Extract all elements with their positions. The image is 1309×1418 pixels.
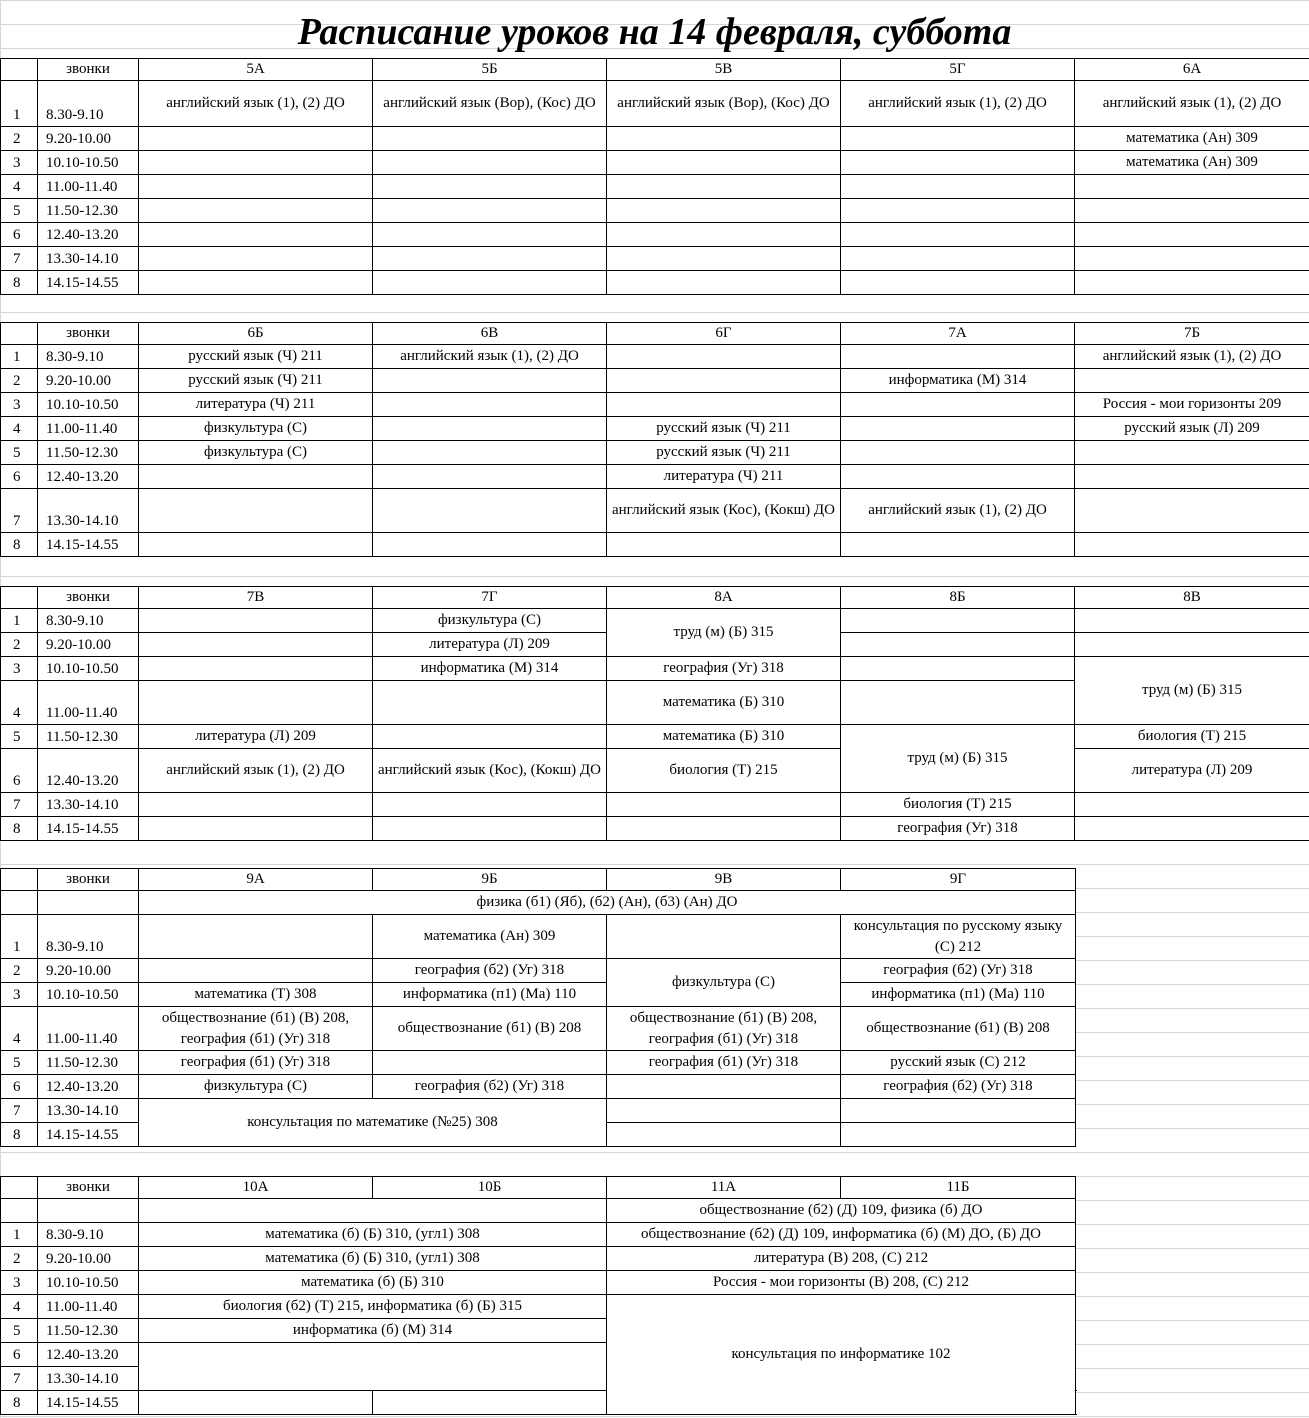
schedule-cell[interactable] (139, 247, 373, 271)
page-title: Расписание уроков на 14 февраля, суббота (297, 11, 1012, 53)
lesson-number[interactable]: 7 (1, 793, 38, 817)
header-class[interactable]: 9В (607, 869, 841, 891)
header-bells[interactable]: звонки (38, 1177, 139, 1199)
schedule-cell[interactable]: информатика (М) 314 (841, 369, 1075, 393)
schedule-cell[interactable] (139, 681, 373, 725)
bell-time[interactable]: 11.00-11.40 (38, 417, 139, 441)
bell-time[interactable]: 14.15-14.55 (38, 817, 139, 841)
schedule-cell[interactable] (139, 127, 373, 151)
schedule-cell[interactable] (607, 223, 841, 247)
schedule-cell[interactable]: английский язык (1), (2) ДО (139, 81, 373, 127)
schedule-cell[interactable] (841, 393, 1075, 417)
schedule-cell[interactable] (1075, 533, 1309, 557)
schedule-cell-merged[interactable]: обществознание (б2) (Д) 109, информатика (б) (М) ДО, (Б) ДО (607, 1223, 1076, 1247)
schedule-cell[interactable] (139, 657, 373, 681)
schedule-cell[interactable] (139, 817, 373, 841)
schedule-cell[interactable]: география (б1) (Уг) 318 (607, 1051, 841, 1075)
cell[interactable] (38, 1199, 139, 1223)
bell-time[interactable]: 11.00-11.40 (38, 1007, 139, 1051)
schedule-cell[interactable] (607, 1099, 841, 1123)
schedule-cell[interactable] (607, 175, 841, 199)
schedule-cell[interactable] (373, 175, 607, 199)
schedule-cell[interactable] (607, 393, 841, 417)
cell[interactable] (1, 869, 38, 891)
schedule-cell[interactable]: информатика (п1) (Ма) 110 (373, 983, 607, 1007)
lesson-number[interactable]: 3 (1, 393, 38, 417)
cell[interactable] (38, 891, 139, 915)
header-class[interactable]: 8А (607, 587, 841, 609)
header-class[interactable]: 5Г (841, 59, 1075, 81)
cell[interactable] (1, 1177, 38, 1199)
schedule-cell[interactable]: русский язык (Ч) 211 (607, 441, 841, 465)
cell[interactable] (1, 891, 38, 915)
bell-time[interactable]: 9.20-10.00 (38, 959, 139, 983)
bell-time[interactable]: 13.30-14.10 (38, 1099, 139, 1123)
schedule-cell[interactable] (139, 151, 373, 175)
schedule-cell[interactable] (139, 633, 373, 657)
schedule-cell[interactable] (841, 633, 1075, 657)
schedule-cell[interactable] (1075, 175, 1309, 199)
schedule-cell[interactable] (1075, 465, 1309, 489)
schedule-cell[interactable] (1075, 199, 1309, 223)
schedule-cell[interactable]: русский язык (Ч) 211 (139, 345, 373, 369)
cell[interactable] (1, 587, 38, 609)
schedule-cell[interactable]: география (б2) (Уг) 318 (373, 1075, 607, 1099)
schedule-cell[interactable]: математика (Ан) 309 (373, 915, 607, 959)
schedule-cell[interactable]: английский язык (Кос), (Кокш) ДО (373, 749, 607, 793)
schedule-cell[interactable] (1075, 369, 1309, 393)
schedule-cell[interactable]: английский язык (Вор), (Кос) ДО (607, 81, 841, 127)
header-class[interactable]: 5Б (373, 59, 607, 81)
schedule-cell[interactable] (607, 817, 841, 841)
lesson-number[interactable]: 3 (1, 1271, 38, 1295)
schedule-cell[interactable] (841, 657, 1075, 681)
lesson-number[interactable]: 3 (1, 983, 38, 1007)
schedule-cell[interactable]: география (Уг) 318 (607, 657, 841, 681)
bell-time[interactable]: 11.50-12.30 (38, 199, 139, 223)
schedule-cell[interactable] (373, 393, 607, 417)
bell-time[interactable]: 8.30-9.10 (38, 345, 139, 369)
schedule-cell[interactable]: английский язык (1), (2) ДО (139, 749, 373, 793)
header-class[interactable]: 5А (139, 59, 373, 81)
bell-time[interactable]: 8.30-9.10 (38, 1223, 139, 1247)
header-class[interactable]: 6Г (607, 323, 841, 345)
bell-time[interactable]: 11.50-12.30 (38, 1051, 139, 1075)
bell-time[interactable]: 9.20-10.00 (38, 369, 139, 393)
schedule-cell[interactable]: физкультура (С) (139, 1075, 373, 1099)
schedule-cell-merged[interactable] (139, 1343, 607, 1391)
schedule-cell[interactable] (841, 175, 1075, 199)
bell-time[interactable]: 12.40-13.20 (38, 1075, 139, 1099)
schedule-cell[interactable]: труд (м) (Б) 315 (841, 725, 1075, 793)
lesson-number[interactable]: 2 (1, 959, 38, 983)
bell-time[interactable]: 11.50-12.30 (38, 441, 139, 465)
schedule-cell[interactable] (1075, 633, 1309, 657)
lesson-number[interactable]: 2 (1, 1247, 38, 1271)
lesson-number[interactable]: 3 (1, 657, 38, 681)
lesson-number[interactable]: 3 (1, 151, 38, 175)
schedule-cell[interactable] (373, 417, 607, 441)
header-class[interactable]: 7В (139, 587, 373, 609)
schedule-cell[interactable]: математика (Б) 310 (607, 725, 841, 749)
header-class[interactable]: 7А (841, 323, 1075, 345)
schedule-table-7v-8v (0, 586, 1309, 841)
header-bells[interactable]: звонки (38, 869, 139, 891)
schedule-cell[interactable] (373, 681, 607, 725)
schedule-cell[interactable] (139, 271, 373, 295)
bell-time[interactable]: 10.10-10.50 (38, 657, 139, 681)
schedule-cell[interactable] (139, 793, 373, 817)
schedule-cell[interactable] (1075, 489, 1309, 533)
lesson-number[interactable]: 4 (1, 681, 38, 725)
header-class[interactable]: 8Б (841, 587, 1075, 609)
schedule-cell[interactable] (1075, 609, 1309, 633)
schedule-cell[interactable] (841, 681, 1075, 725)
bell-time[interactable]: 13.30-14.10 (38, 1367, 139, 1391)
bell-time[interactable]: 11.50-12.30 (38, 1319, 139, 1343)
schedule-cell[interactable] (841, 271, 1075, 295)
schedule-cell[interactable]: обществознание (б1) (В) 208, география (б1) (Уг) 318 (607, 1007, 841, 1051)
bell-time[interactable]: 14.15-14.55 (38, 533, 139, 557)
lesson-number[interactable]: 8 (1, 271, 38, 295)
header-class[interactable]: 9А (139, 869, 373, 891)
header-class[interactable]: 6А (1075, 59, 1309, 81)
schedule-cell[interactable] (373, 151, 607, 175)
bell-time[interactable]: 14.15-14.55 (38, 1391, 139, 1415)
lesson-number[interactable]: 5 (1, 441, 38, 465)
schedule-cell-merged[interactable]: физика (б1) (Яб), (б2) (Ан), (б3) (Ан) ДО (139, 891, 1076, 915)
schedule-cell[interactable]: русский язык (Ч) 211 (139, 369, 373, 393)
header-class[interactable]: 7Б (1075, 323, 1309, 345)
header-class[interactable]: 11А (607, 1177, 841, 1199)
schedule-cell[interactable]: биология (Т) 215 (607, 749, 841, 793)
bell-time[interactable]: 12.40-13.20 (38, 465, 139, 489)
schedule-cell[interactable] (607, 151, 841, 175)
schedule-cell[interactable] (841, 533, 1075, 557)
schedule-cell-merged[interactable]: консультация по информатике 102 (607, 1295, 1076, 1415)
schedule-cell[interactable] (1075, 817, 1309, 841)
schedule-cell[interactable]: русский язык (Л) 209 (1075, 417, 1309, 441)
schedule-cell[interactable]: биология (Т) 215 (1075, 725, 1309, 749)
schedule-cell[interactable]: обществознание (б1) (В) 208, география (б1) (Уг) 318 (139, 1007, 373, 1051)
bell-time[interactable]: 13.30-14.10 (38, 247, 139, 271)
bell-time[interactable]: 12.40-13.20 (38, 223, 139, 247)
schedule-cell[interactable]: физкультура (С) (139, 441, 373, 465)
schedule-cell[interactable]: литература (Л) 209 (1075, 749, 1309, 793)
bell-time[interactable]: 8.30-9.10 (38, 81, 139, 127)
schedule-cell[interactable] (607, 793, 841, 817)
schedule-cell[interactable]: биология (Т) 215 (841, 793, 1075, 817)
header-class[interactable]: 7Г (373, 587, 607, 609)
schedule-cell[interactable]: информатика (п1) (Ма) 110 (841, 983, 1076, 1007)
bell-time[interactable]: 11.00-11.40 (38, 681, 139, 725)
schedule-cell[interactable] (607, 247, 841, 271)
schedule-cell-merged[interactable]: информатика (б) (М) 314 (139, 1319, 607, 1343)
lesson-number[interactable]: 1 (1, 1223, 38, 1247)
schedule-cell[interactable] (373, 465, 607, 489)
schedule-cell[interactable] (373, 127, 607, 151)
schedule-cell[interactable]: обществознание (б1) (В) 208 (841, 1007, 1076, 1051)
header-class[interactable]: 10А (139, 1177, 373, 1199)
bell-time[interactable]: 13.30-14.10 (38, 793, 139, 817)
lesson-number[interactable]: 1 (1, 609, 38, 633)
schedule-cell[interactable] (841, 1123, 1076, 1147)
lesson-number[interactable]: 8 (1, 533, 38, 557)
schedule-cell[interactable] (1075, 793, 1309, 817)
schedule-cell[interactable] (139, 1391, 373, 1415)
lesson-number[interactable]: 1 (1, 345, 38, 369)
schedule-cell[interactable]: математика (Б) 310 (607, 681, 841, 725)
cell[interactable] (1, 323, 38, 345)
schedule-cell[interactable] (373, 223, 607, 247)
lesson-number[interactable]: 5 (1, 725, 38, 749)
schedule-cell[interactable]: физкультура (С) (373, 609, 607, 633)
lesson-number[interactable]: 4 (1, 1295, 38, 1319)
schedule-cell-merged[interactable]: математика (б) (Б) 310, (угл1) 308 (139, 1247, 607, 1271)
lesson-number[interactable]: 6 (1, 1343, 38, 1367)
lesson-number[interactable]: 6 (1, 223, 38, 247)
lesson-number[interactable]: 2 (1, 127, 38, 151)
schedule-cell[interactable] (1075, 223, 1309, 247)
schedule-cell[interactable]: география (б2) (Уг) 318 (373, 959, 607, 983)
schedule-cell[interactable]: математика (Ан) 309 (1075, 127, 1309, 151)
schedule-cell[interactable]: литература (Ч) 211 (607, 465, 841, 489)
bell-time[interactable]: 11.50-12.30 (38, 725, 139, 749)
schedule-cell[interactable] (373, 369, 607, 393)
schedule-cell[interactable] (373, 199, 607, 223)
schedule-cell-merged[interactable]: математика (б) (Б) 310 (139, 1271, 607, 1295)
header-class[interactable]: 10Б (373, 1177, 607, 1199)
schedule-cell-merged[interactable]: обществознание (б2) (Д) 109, физика (б) ДО (607, 1199, 1076, 1223)
cell[interactable] (1, 1199, 38, 1223)
schedule-cell[interactable]: литература (Ч) 211 (139, 393, 373, 417)
schedule-cell[interactable] (1075, 271, 1309, 295)
schedule-cell-merged[interactable]: литература (В) 208, (С) 212 (607, 1247, 1076, 1271)
lesson-number[interactable]: 8 (1, 1391, 38, 1415)
schedule-cell[interactable] (139, 915, 373, 959)
schedule-cell[interactable] (841, 199, 1075, 223)
header-bells[interactable]: звонки (38, 587, 139, 609)
bell-time[interactable]: 11.00-11.40 (38, 175, 139, 199)
bell-time[interactable]: 10.10-10.50 (38, 393, 139, 417)
schedule-cell[interactable] (841, 151, 1075, 175)
lesson-number[interactable]: 5 (1, 1051, 38, 1075)
schedule-cell[interactable] (607, 199, 841, 223)
schedule-cell-merged[interactable]: консультация по математике (№25) 308 (139, 1099, 607, 1147)
schedule-cell[interactable] (139, 533, 373, 557)
lesson-number[interactable]: 5 (1, 1319, 38, 1343)
schedule-cell[interactable] (841, 609, 1075, 633)
schedule-cell[interactable] (607, 127, 841, 151)
schedule-cell[interactable]: информатика (М) 314 (373, 657, 607, 681)
lesson-number[interactable]: 4 (1, 417, 38, 441)
schedule-cell[interactable] (841, 127, 1075, 151)
schedule-cell[interactable] (607, 915, 841, 959)
schedule-cell[interactable]: математика (Т) 308 (139, 983, 373, 1007)
schedule-cell[interactable]: география (б2) (Уг) 318 (841, 959, 1076, 983)
bell-time[interactable]: 9.20-10.00 (38, 1247, 139, 1271)
header-bells[interactable]: звонки (38, 59, 139, 81)
schedule-cell[interactable]: английский язык (1), (2) ДО (373, 345, 607, 369)
schedule-cell[interactable]: труд (м) (Б) 315 (1075, 657, 1309, 725)
header-class[interactable]: 8В (1075, 587, 1309, 609)
schedule-cell[interactable] (841, 417, 1075, 441)
header-class[interactable]: 6Б (139, 323, 373, 345)
lesson-number[interactable]: 2 (1, 633, 38, 657)
schedule-cell[interactable] (139, 199, 373, 223)
schedule-cell[interactable]: консультация по русскому языку (С) 212 (841, 915, 1076, 959)
schedule-cell[interactable] (139, 465, 373, 489)
header-class[interactable]: 5В (607, 59, 841, 81)
lesson-number[interactable]: 2 (1, 369, 38, 393)
bell-time[interactable]: 13.30-14.10 (38, 489, 139, 533)
schedule-cell[interactable]: английский язык (Кос), (Кокш) ДО (607, 489, 841, 533)
schedule-cell-merged[interactable]: Россия - мои горизонты (В) 208, (С) 212 (607, 1271, 1076, 1295)
bell-time[interactable]: 10.10-10.50 (38, 1271, 139, 1295)
schedule-table-6b-7b (0, 322, 1309, 557)
schedule-cell-merged[interactable]: математика (б) (Б) 310, (угл1) 308 (139, 1223, 607, 1247)
schedule-cell[interactable] (373, 247, 607, 271)
schedule-cell[interactable]: обществознание (б1) (В) 208 (373, 1007, 607, 1051)
cell[interactable] (1, 59, 38, 81)
header-class[interactable]: 6В (373, 323, 607, 345)
schedule-cell[interactable] (373, 1391, 607, 1415)
schedule-cell[interactable] (841, 1099, 1076, 1123)
schedule-cell[interactable] (373, 817, 607, 841)
schedule-table-10-11 (0, 1176, 1076, 1415)
schedule-cell[interactable] (607, 271, 841, 295)
bell-time[interactable]: 8.30-9.10 (38, 609, 139, 633)
schedule-cell[interactable] (373, 489, 607, 533)
bell-time[interactable]: 10.10-10.50 (38, 983, 139, 1007)
schedule-cell[interactable]: математика (Ан) 309 (1075, 151, 1309, 175)
schedule-cell[interactable] (607, 369, 841, 393)
lesson-number[interactable]: 6 (1, 749, 38, 793)
schedule-cell[interactable] (139, 959, 373, 983)
lesson-number[interactable]: 1 (1, 915, 38, 959)
lesson-number[interactable]: 7 (1, 1367, 38, 1391)
schedule-cell[interactable] (841, 345, 1075, 369)
schedule-cell[interactable] (607, 1075, 841, 1099)
header-class[interactable]: 11Б (841, 1177, 1076, 1199)
schedule-table-5a-6a (0, 58, 1309, 295)
header-bells[interactable]: звонки (38, 323, 139, 345)
schedule-cell[interactable]: русский язык (Ч) 211 (607, 417, 841, 441)
bell-time[interactable]: 14.15-14.55 (38, 271, 139, 295)
schedule-cell[interactable] (139, 223, 373, 247)
bell-time[interactable]: 12.40-13.20 (38, 749, 139, 793)
schedule-table-9 (0, 868, 1076, 1147)
lesson-number[interactable]: 7 (1, 247, 38, 271)
schedule-cell[interactable] (841, 441, 1075, 465)
schedule-cell[interactable] (1075, 441, 1309, 465)
lesson-number[interactable]: 8 (1, 817, 38, 841)
schedule-cell[interactable]: английский язык (1), (2) ДО (841, 489, 1075, 533)
bell-time[interactable]: 9.20-10.00 (38, 127, 139, 151)
bell-time[interactable]: 11.00-11.40 (38, 1295, 139, 1319)
lesson-number[interactable]: 8 (1, 1123, 38, 1147)
lesson-number[interactable]: 6 (1, 465, 38, 489)
schedule-cell[interactable] (373, 441, 607, 465)
schedule-cell[interactable] (841, 247, 1075, 271)
schedule-cell[interactable]: английский язык (1), (2) ДО (1075, 345, 1309, 369)
lesson-number[interactable]: 7 (1, 489, 38, 533)
schedule-cell[interactable]: русский язык (С) 212 (841, 1051, 1076, 1075)
schedule-cell[interactable] (139, 1199, 607, 1223)
header-class[interactable]: 9Г (841, 869, 1076, 891)
schedule-cell[interactable]: Россия - мои горизонты 209 (1075, 393, 1309, 417)
schedule-cell[interactable]: география (б2) (Уг) 318 (841, 1075, 1076, 1099)
schedule-cell[interactable] (841, 465, 1075, 489)
lesson-number[interactable]: 1 (1, 81, 38, 127)
schedule-cell[interactable] (139, 175, 373, 199)
schedule-cell[interactable]: география (Уг) 318 (841, 817, 1075, 841)
schedule-cell[interactable] (373, 1051, 607, 1075)
schedule-cell[interactable] (373, 725, 607, 749)
schedule-cell[interactable]: труд (м) (Б) 315 (607, 609, 841, 657)
schedule-cell[interactable]: английский язык (1), (2) ДО (1075, 81, 1309, 127)
schedule-cell[interactable]: литература (Л) 209 (139, 725, 373, 749)
schedule-cell[interactable] (373, 533, 607, 557)
bell-time[interactable]: 9.20-10.00 (38, 633, 139, 657)
schedule-cell[interactable] (607, 1123, 841, 1147)
schedule-cell[interactable] (139, 609, 373, 633)
header-class[interactable]: 9Б (373, 869, 607, 891)
lesson-number[interactable]: 5 (1, 199, 38, 223)
schedule-cell[interactable] (1075, 247, 1309, 271)
schedule-cell[interactable] (373, 271, 607, 295)
schedule-cell[interactable] (841, 223, 1075, 247)
schedule-cell[interactable] (607, 345, 841, 369)
bell-time[interactable]: 10.10-10.50 (38, 151, 139, 175)
lesson-number[interactable]: 6 (1, 1075, 38, 1099)
schedule-cell[interactable] (139, 489, 373, 533)
schedule-cell[interactable]: английский язык (1), (2) ДО (841, 81, 1075, 127)
schedule-cell[interactable] (373, 793, 607, 817)
lesson-number[interactable]: 4 (1, 175, 38, 199)
schedule-cell[interactable]: география (б1) (Уг) 318 (139, 1051, 373, 1075)
lesson-number[interactable]: 7 (1, 1099, 38, 1123)
schedule-cell[interactable] (607, 533, 841, 557)
schedule-cell[interactable]: литература (Л) 209 (373, 633, 607, 657)
schedule-cell[interactable]: английский язык (Вор), (Кос) ДО (373, 81, 607, 127)
schedule-cell[interactable]: физкультура (С) (607, 959, 841, 1007)
bell-time[interactable]: 12.40-13.20 (38, 1343, 139, 1367)
bell-time[interactable]: 14.15-14.55 (38, 1123, 139, 1147)
schedule-cell[interactable]: физкультура (С) (139, 417, 373, 441)
schedule-cell-merged[interactable]: биология (б2) (Т) 215, информатика (б) (Б) 315 (139, 1295, 607, 1319)
lesson-number[interactable]: 4 (1, 1007, 38, 1051)
bell-time[interactable]: 8.30-9.10 (38, 915, 139, 959)
